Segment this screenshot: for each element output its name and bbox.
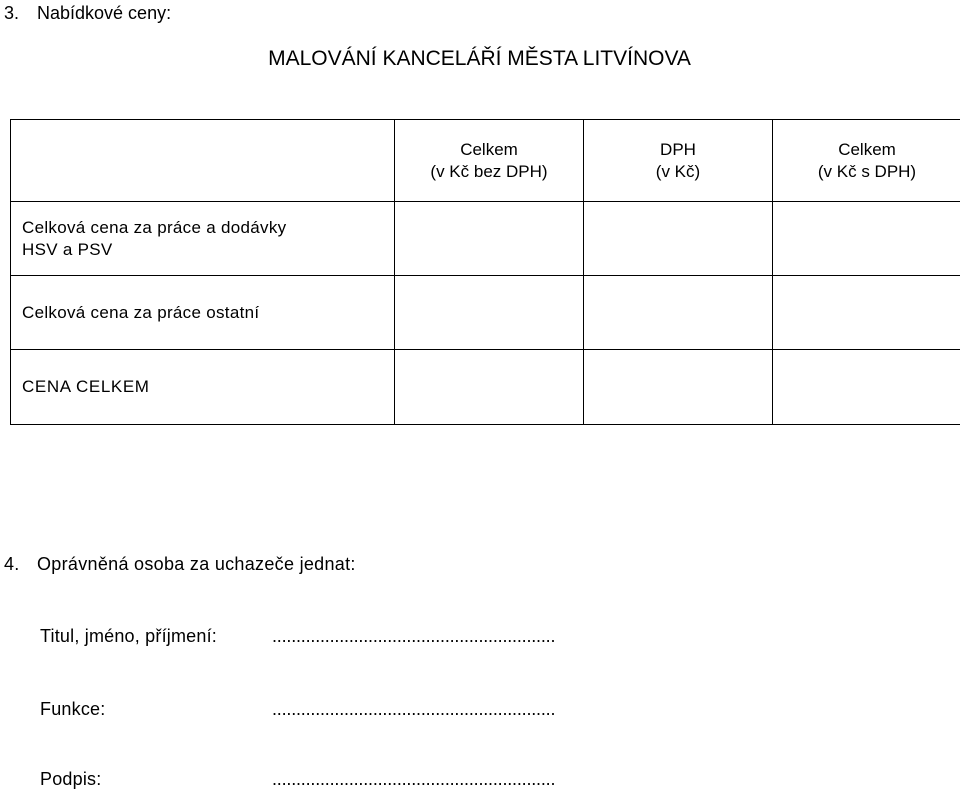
table-row xyxy=(11,350,960,425)
value-cell-total-without-vat[interactable] xyxy=(395,202,584,276)
value-cell-total-with-vat[interactable] xyxy=(773,350,960,425)
value-cell-vat[interactable] xyxy=(584,276,773,350)
section-3-title: Nabídkové ceny: xyxy=(37,3,172,23)
document-title-text: MALOVÁNÍ KANCELÁŘÍ MĚSTA LITVÍNOVA xyxy=(268,47,691,70)
field-input-signature[interactable]: ........................................................... xyxy=(272,769,556,789)
section-3-number: 3. xyxy=(4,3,20,23)
row-label-line2: HSV a PSV xyxy=(22,239,113,259)
column-header-total-without-vat xyxy=(395,120,584,202)
section-4-heading xyxy=(4,554,356,575)
field-label-name: Titul, jméno, příjmení: xyxy=(40,626,217,646)
row-label-hsv-psv xyxy=(11,202,395,276)
field-input-name[interactable]: ........................................................... xyxy=(272,626,556,646)
row-label-line1: Celková cena za práce ostatní xyxy=(22,302,260,322)
column-header-total-with-vat xyxy=(773,120,960,202)
column-header-line1: Celkem xyxy=(838,139,896,159)
section-4-number: 4. xyxy=(4,554,20,574)
row-label-line1: Celková cena za práce a dodávky xyxy=(22,217,287,237)
column-header-vat xyxy=(584,120,773,202)
value-cell-vat[interactable] xyxy=(584,350,773,425)
table-row xyxy=(11,276,960,350)
section-4-title: Oprávněná osoba za uchazeče jednat: xyxy=(37,554,356,574)
field-label-signature: Podpis: xyxy=(40,769,102,789)
table-header-empty-cell xyxy=(11,120,395,202)
value-cell-total-without-vat[interactable] xyxy=(395,276,584,350)
row-label-line1: CENA CELKEM xyxy=(22,377,150,396)
column-header-line2: (v Kč bez DPH) xyxy=(430,161,548,181)
field-input-function[interactable]: ........................................................... xyxy=(272,699,556,719)
value-cell-vat[interactable] xyxy=(584,202,773,276)
field-label-function: Funkce: xyxy=(40,699,106,719)
value-cell-total-without-vat[interactable] xyxy=(395,350,584,425)
table-header-row xyxy=(11,120,960,202)
row-label-total-price xyxy=(11,350,395,425)
row-label-other-work xyxy=(11,276,395,350)
price-table xyxy=(10,119,960,425)
column-header-line2: (v Kč) xyxy=(655,161,701,181)
value-cell-total-with-vat[interactable] xyxy=(773,276,960,350)
table-row xyxy=(11,202,960,276)
document-title xyxy=(0,47,960,71)
value-cell-total-with-vat[interactable] xyxy=(773,202,960,276)
column-header-line1: DPH xyxy=(660,139,696,159)
column-header-line2: (v Kč s DPH) xyxy=(817,161,917,181)
column-header-line1: Celkem xyxy=(460,139,518,159)
